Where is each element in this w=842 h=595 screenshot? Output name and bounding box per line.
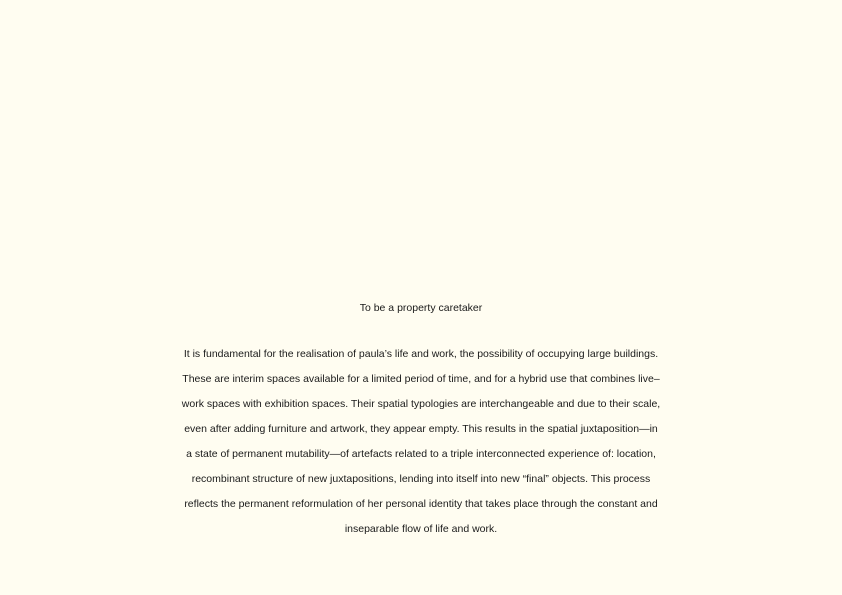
paragraph-line: a state of permanent mutability—of artefacts related to a triple interconnected experience of: location,: [186, 448, 656, 460]
paragraph-line: recombinant structure of new juxtapositions, lending into itself into new “final” objects. This process: [191, 473, 651, 485]
paragraph-line: inseparable flow of life and work.: [344, 523, 498, 535]
paragraph-line: reflects the permanent reformulation of her personal identity that takes place through the constant and: [184, 498, 658, 510]
paragraph-line: It is fundamental for the realisation of paula’s life and work, the possibility of occupying large buildings.: [183, 348, 659, 360]
paragraph-line: These are interim spaces available for a limited period of time, and for a hybrid use that combines live–: [182, 373, 660, 385]
paragraph-line: even after adding furniture and artwork, they appear empty. This results in the spatial juxtaposition—in: [184, 423, 658, 435]
section-title: To be a property caretaker: [359, 302, 483, 314]
paragraph-line: work spaces with exhibition spaces. Their spatial typologies are interchangeable and due to their scale,: [181, 398, 661, 410]
